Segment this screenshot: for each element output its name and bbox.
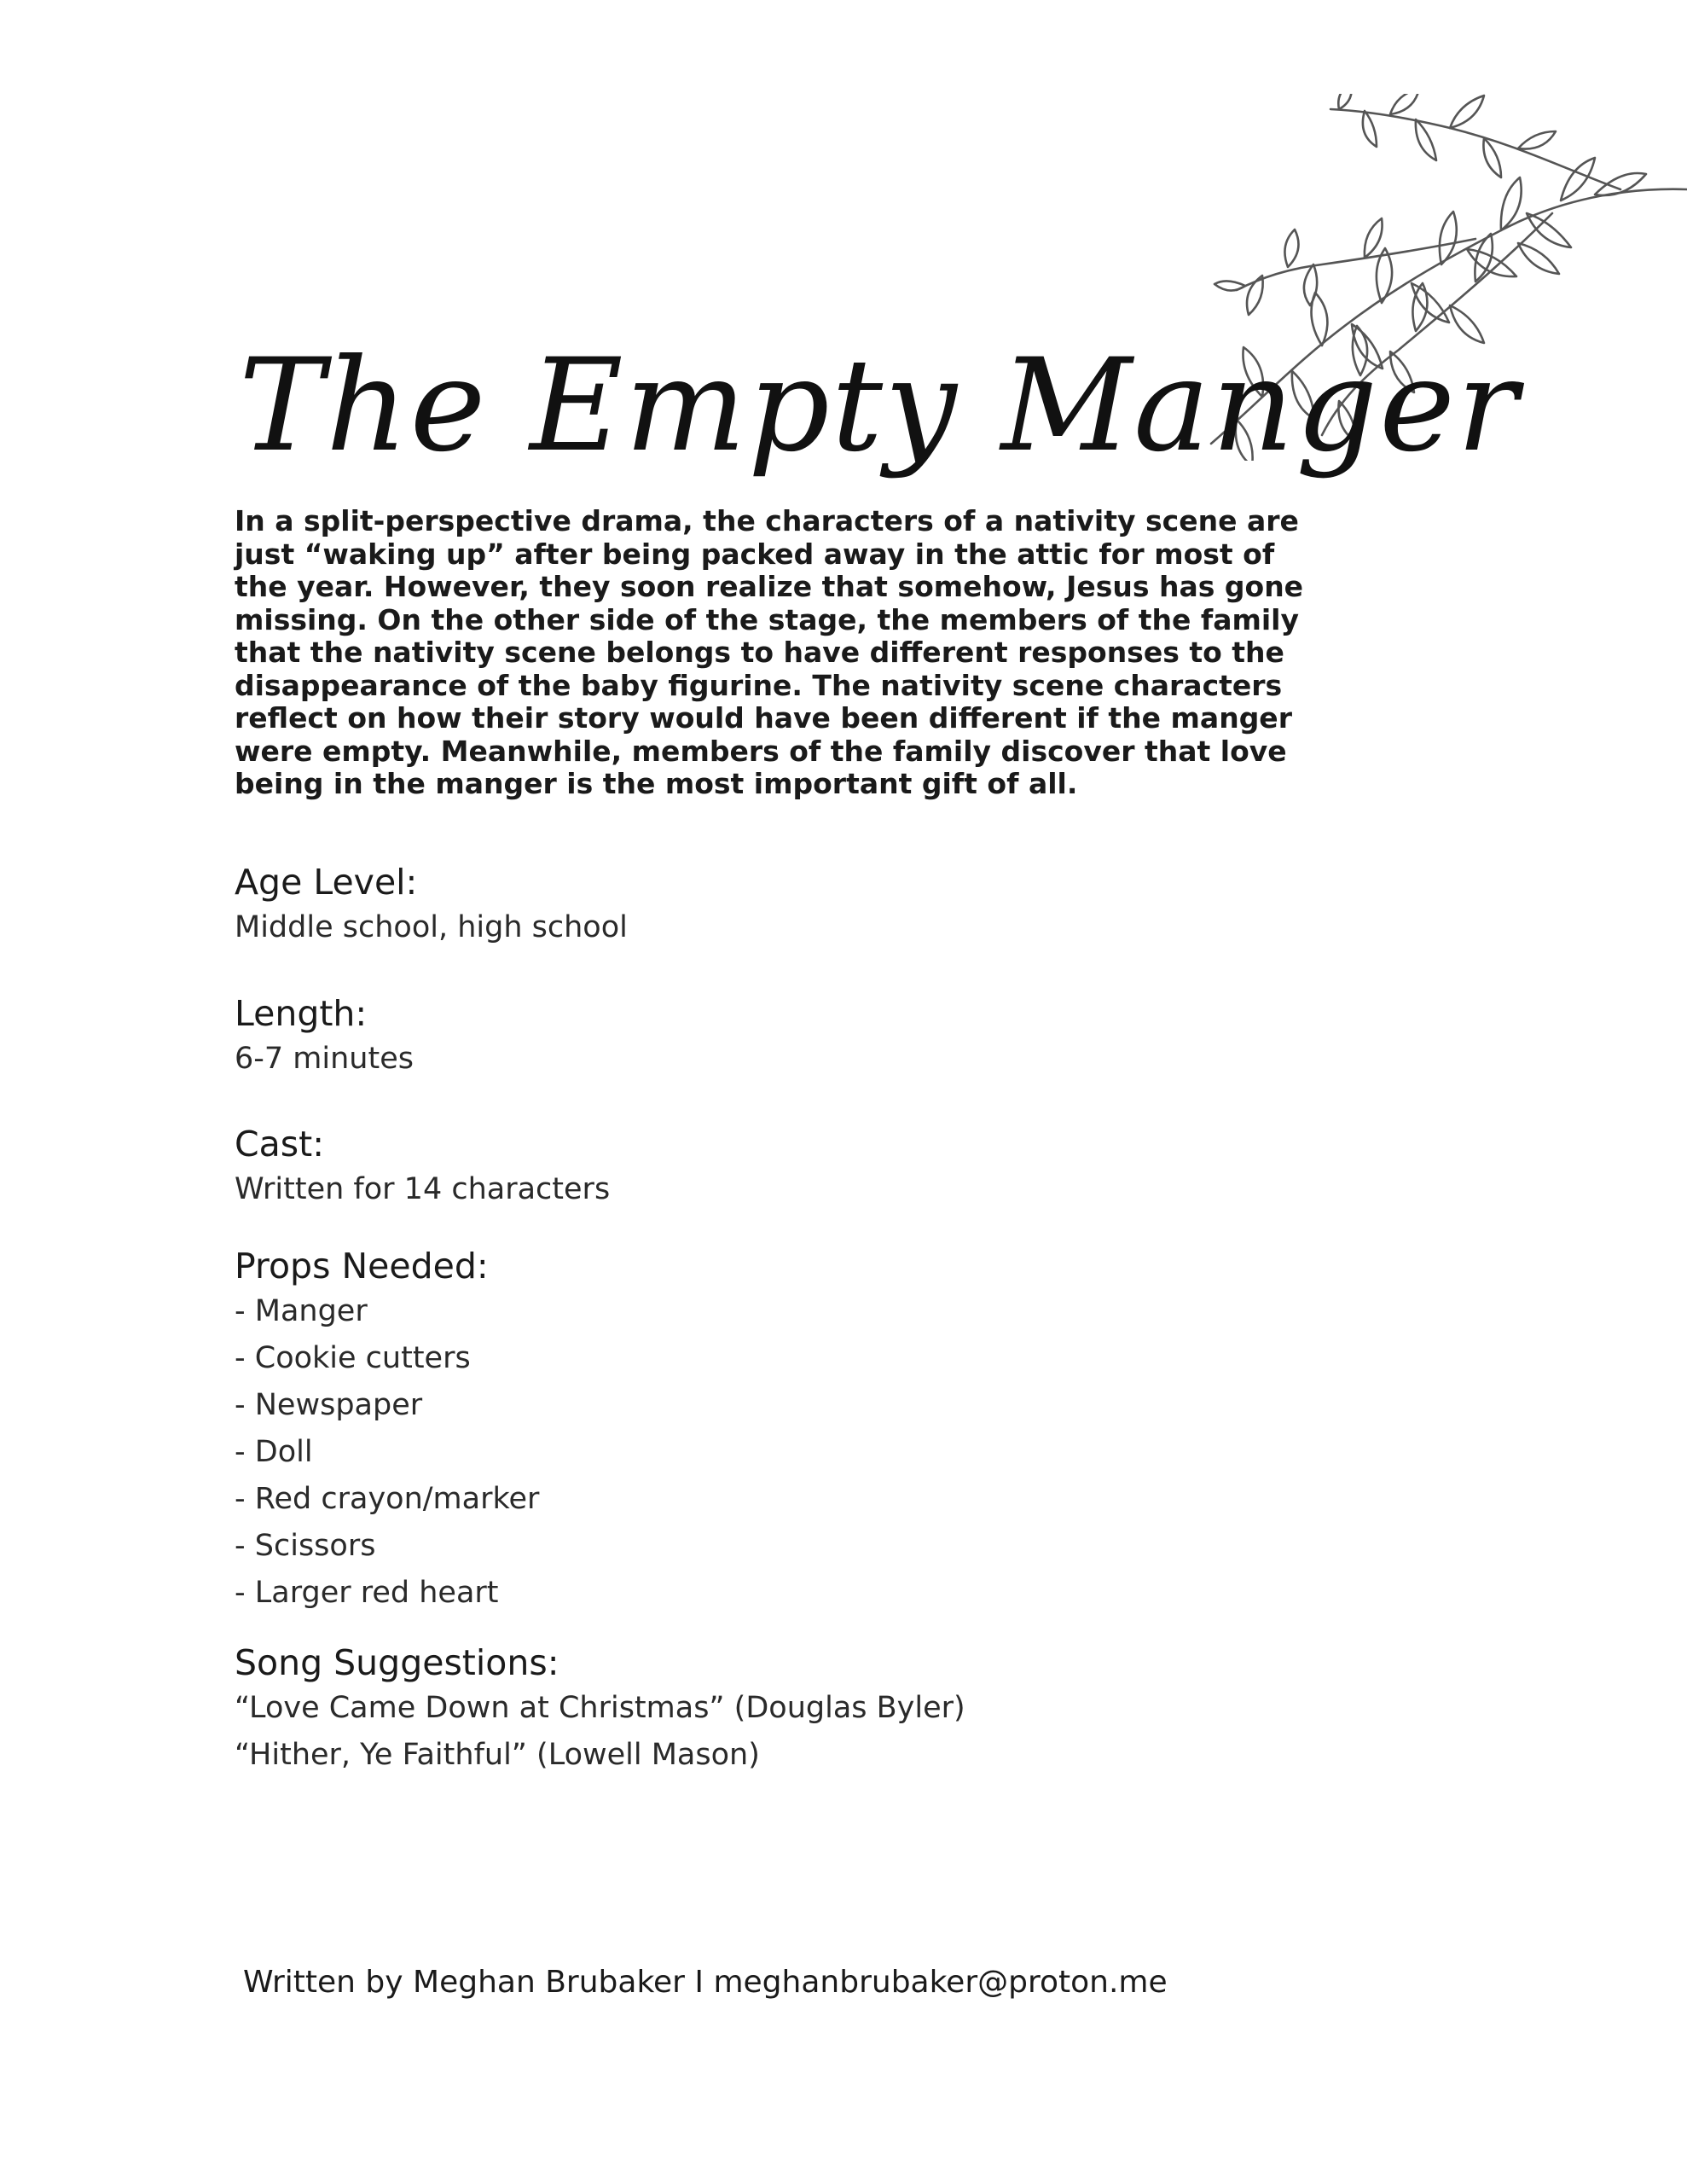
list-item: - Newspaper — [235, 1388, 423, 1422]
list-item: - Larger red heart — [235, 1576, 499, 1610]
list-item: - Doll — [235, 1435, 313, 1469]
cast-heading: Cast: — [235, 1124, 325, 1165]
length-section — [235, 991, 414, 1083]
props-heading: Props Needed: — [235, 1246, 489, 1287]
author-footer: Written by Meghan Brubaker I meghanbrubaker@proton.me — [243, 1965, 1168, 2000]
cast-value: Written for 14 characters — [235, 1172, 611, 1206]
list-item: “Hither, Ye Faithful” (Lowell Mason) — [235, 1738, 760, 1772]
list-item: - Red crayon/marker — [235, 1482, 540, 1516]
props-list — [235, 1288, 539, 1617]
songs-heading: Song Suggestions: — [235, 1642, 559, 1683]
length-heading: Length: — [235, 993, 368, 1034]
list-item: - Cookie cutters — [235, 1341, 471, 1375]
songs-section — [235, 1641, 965, 1779]
list-item: - Scissors — [235, 1529, 376, 1563]
cast-section — [235, 1122, 610, 1213]
age-level-heading: Age Level: — [235, 862, 418, 903]
age-level-section — [235, 860, 628, 951]
list-item: “Love Came Down at Christmas” (Douglas Byler) — [235, 1691, 965, 1725]
songs-list — [235, 1685, 965, 1779]
page-title: The Empty Manger — [239, 331, 1520, 480]
age-level-value: Middle school, high school — [235, 910, 628, 944]
length-value: 6-7 minutes — [235, 1042, 414, 1076]
play-summary: In a split-perspective drama, the characters of a nativity scene are just “waking up” after being packed away in the attic for most of the year. However, they soon realize that somehow, Jesus has gone missing. On the other side of the stage, the members of the family that the nativity scene belongs to have different responses to the disappearance of the baby figurine. The nativity scene characters reflect on how their story would have been different if the manger were empty. Meanwhile, members of the family discover that love being in the manger is the most important gift of all. — [235, 504, 1304, 800]
props-section — [235, 1244, 539, 1617]
list-item: - Manger — [235, 1294, 368, 1328]
